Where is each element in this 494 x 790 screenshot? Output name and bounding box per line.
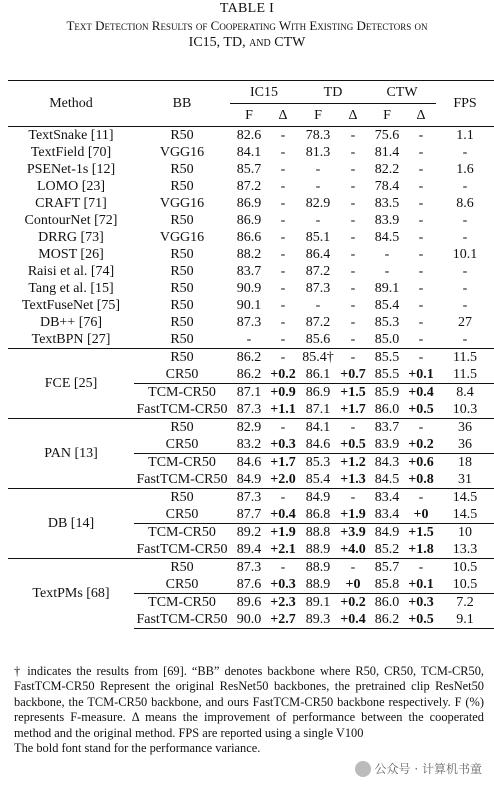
ctw-f-cell: 85.5 bbox=[368, 349, 406, 367]
ic15-d-cell: - bbox=[280, 281, 286, 296]
method-cell: TextFuseNet [75] bbox=[21, 298, 121, 313]
ctw-f-cell: 85.4 bbox=[374, 298, 400, 313]
wechat-icon bbox=[355, 761, 371, 777]
bb-cell: CR50 bbox=[165, 367, 199, 382]
td-d-cell: +1.2 bbox=[338, 454, 368, 472]
bb-cell: R50 bbox=[170, 264, 194, 279]
table-row bbox=[8, 349, 494, 367]
fps-cell: 14.5 bbox=[436, 489, 494, 507]
fps-cell: 14.5 bbox=[452, 507, 478, 522]
table-row bbox=[8, 263, 494, 280]
ctw-d-cell: +0.5 bbox=[408, 402, 434, 417]
ic15-d-cell: +0.3 bbox=[270, 577, 296, 592]
table-row bbox=[8, 212, 494, 229]
ic15-d-cell: - bbox=[280, 162, 286, 177]
bb-cell: VGG16 bbox=[159, 196, 205, 211]
header-delta: Δ bbox=[416, 107, 426, 123]
ic15-d-cell: - bbox=[280, 145, 286, 160]
fps-cell: 11.5 bbox=[453, 367, 477, 382]
ic15-f-cell: 87.7 bbox=[236, 507, 262, 522]
method-cell: Raisi et al. [74] bbox=[27, 264, 115, 279]
td-f-cell: 88.9 bbox=[298, 559, 338, 577]
fps-cell: 7.2 bbox=[436, 594, 494, 612]
table-row bbox=[8, 297, 494, 314]
ic15-d-cell: - bbox=[280, 298, 286, 313]
ic15-f-cell: 86.9 bbox=[236, 213, 262, 228]
fps-cell: - bbox=[462, 230, 468, 245]
ctw-d-cell: - bbox=[406, 127, 436, 145]
fps-cell: - bbox=[462, 145, 468, 160]
footnote-bold-note: The bold font stand for the performance variance. bbox=[14, 741, 261, 756]
fps-cell: 36 bbox=[458, 437, 472, 452]
td-f-cell: 82.9 bbox=[305, 196, 331, 211]
fps-cell: - bbox=[462, 264, 468, 279]
bb-cell: FastTCM-CR50 bbox=[136, 472, 228, 487]
bb-cell: R50 bbox=[170, 179, 194, 194]
ic15-d-cell: +1.9 bbox=[268, 524, 298, 542]
ic15-f-cell: 84.1 bbox=[236, 145, 262, 160]
table-row bbox=[8, 127, 494, 145]
table-row bbox=[8, 331, 494, 349]
method-cell: DRRG [73] bbox=[38, 230, 104, 245]
table-title-line2: IC15, TD, and CTW bbox=[188, 35, 306, 50]
ctw-d-cell: - bbox=[418, 230, 424, 245]
fps-cell: - bbox=[462, 332, 468, 347]
table-row bbox=[8, 178, 494, 195]
ic15-d-cell: - bbox=[268, 127, 298, 145]
fps-cell: 11.5 bbox=[436, 349, 494, 367]
td-d-cell: - bbox=[350, 179, 356, 194]
td-f-cell: 86.4 bbox=[305, 247, 331, 262]
td-d-cell: +0.4 bbox=[338, 611, 368, 629]
td-d-cell: +1.5 bbox=[338, 384, 368, 402]
ic15-d-cell: - bbox=[280, 264, 286, 279]
td-f-cell: - bbox=[315, 298, 321, 313]
td-f-cell: 86.9 bbox=[298, 384, 338, 402]
ctw-d-cell: - bbox=[418, 298, 424, 313]
ctw-d-cell: +0.4 bbox=[406, 384, 436, 402]
bb-cell: R50 bbox=[170, 247, 194, 262]
bb-cell: R50 bbox=[170, 213, 194, 228]
bb-cell: R50 bbox=[170, 298, 194, 313]
ctw-d-cell: - bbox=[406, 349, 436, 367]
group-method-cell: TextPMs [68] bbox=[8, 559, 134, 629]
table-label: TABLE I bbox=[219, 1, 275, 16]
method-cell: MOST [26] bbox=[38, 247, 104, 262]
ic15-f-cell: 87.3 bbox=[230, 559, 268, 577]
td-d-cell: - bbox=[350, 281, 356, 296]
td-d-cell: - bbox=[350, 332, 356, 347]
td-f-cell: 87.2 bbox=[305, 264, 331, 279]
method-cell: ContourNet [72] bbox=[24, 213, 118, 228]
td-f-cell: 78.3 bbox=[298, 127, 338, 145]
bb-cell: R50 bbox=[170, 162, 194, 177]
method-cell: TextField [70] bbox=[30, 145, 112, 160]
header-f: F bbox=[245, 107, 253, 123]
bb-cell: R50 bbox=[134, 489, 230, 507]
td-d-cell: - bbox=[350, 298, 356, 313]
fps-cell: 8.4 bbox=[436, 384, 494, 402]
ic15-f-cell: 86.6 bbox=[236, 230, 262, 245]
ic15-f-cell: 86.9 bbox=[236, 196, 262, 211]
ctw-d-cell: - bbox=[418, 315, 424, 330]
header-ic15: IC15 bbox=[230, 81, 298, 104]
ctw-d-cell: - bbox=[418, 179, 424, 194]
fps-cell: 31 bbox=[458, 472, 472, 487]
bb-cell: TCM-CR50 bbox=[134, 594, 230, 612]
td-f-cell: 86.8 bbox=[305, 507, 331, 522]
ic15-d-cell: - bbox=[268, 559, 298, 577]
ic15-d-cell: - bbox=[268, 419, 298, 437]
ic15-f-cell: 89.4 bbox=[236, 542, 262, 557]
ic15-f-cell: 84.6 bbox=[230, 454, 268, 472]
td-f-cell: 88.9 bbox=[305, 542, 331, 557]
ctw-d-cell: +0.2 bbox=[408, 437, 434, 452]
ic15-f-cell: 87.1 bbox=[230, 384, 268, 402]
fps-cell: 8.6 bbox=[456, 196, 474, 211]
td-f-cell: - bbox=[315, 162, 321, 177]
baseline-rows bbox=[8, 127, 494, 349]
ctw-f-cell: 86.0 bbox=[374, 402, 400, 417]
bb-cell: VGG16 bbox=[159, 230, 205, 245]
method-cell: PSENet-1s [12] bbox=[26, 162, 116, 177]
table-row bbox=[8, 195, 494, 212]
ic15-d-cell: +2.0 bbox=[270, 472, 296, 487]
td-d-cell: - bbox=[350, 162, 356, 177]
table-row bbox=[8, 314, 494, 331]
fps-cell: 36 bbox=[436, 419, 494, 437]
ic15-d-cell: +0.4 bbox=[270, 507, 296, 522]
watermark bbox=[355, 760, 482, 777]
td-d-cell: +0.5 bbox=[340, 437, 366, 452]
ctw-d-cell: +0.1 bbox=[408, 577, 434, 592]
ic15-d-cell: - bbox=[268, 489, 298, 507]
bb-cell: R50 bbox=[134, 127, 230, 145]
fps-cell: - bbox=[462, 281, 468, 296]
ctw-d-cell: - bbox=[418, 145, 424, 160]
ic15-f-cell: 90.0 bbox=[230, 611, 268, 629]
ic15-f-cell: 87.6 bbox=[236, 577, 262, 592]
ic15-f-cell: - bbox=[246, 332, 252, 347]
ctw-f-cell: 85.3 bbox=[374, 315, 400, 330]
td-d-cell: - bbox=[350, 213, 356, 228]
td-d-cell: - bbox=[338, 127, 368, 145]
td-f-cell: 85.6 bbox=[305, 332, 331, 347]
fps-cell: 10.3 bbox=[452, 402, 478, 417]
ic15-d-cell: - bbox=[280, 315, 286, 330]
ic15-d-cell: - bbox=[268, 349, 298, 367]
cooperation-rows bbox=[8, 349, 494, 629]
ctw-d-cell: - bbox=[406, 489, 436, 507]
bb-cell: VGG16 bbox=[159, 145, 205, 160]
td-d-cell: +1.9 bbox=[340, 507, 366, 522]
fps-cell: - bbox=[462, 213, 468, 228]
footnote-text: † indicates the results from [69]. “BB” denotes backbone where R50, CR50, TCM-CR50, FastTCM-CR50 Represent the original ResNet50 backbones, the pretrained clip ResNet50 backbone, the TCM-CR50 backbone, and ours FastTCM-CR50 backbone respectively. F (%) represents F-measure. Δ means the improvement of performance between the cooperated method and the original method. FPS are reported using a single V100 bbox=[14, 664, 484, 740]
table-caption bbox=[0, 0, 494, 51]
td-d-cell: - bbox=[338, 559, 368, 577]
bb-cell: CR50 bbox=[165, 577, 199, 592]
ctw-d-cell: - bbox=[406, 559, 436, 577]
header-bb: BB bbox=[134, 81, 230, 127]
ic15-f-cell: 87.2 bbox=[236, 179, 262, 194]
ic15-d-cell: - bbox=[280, 196, 286, 211]
results-table bbox=[8, 80, 494, 629]
td-f-cell: 85.4 bbox=[305, 472, 331, 487]
table-row bbox=[8, 161, 494, 178]
ic15-f-cell: 89.6 bbox=[230, 594, 268, 612]
td-f-cell: 87.1 bbox=[305, 402, 331, 417]
ic15-d-cell: +0.2 bbox=[270, 367, 296, 382]
ctw-f-cell: 85.5 bbox=[374, 367, 400, 382]
table-title-line1: Text Detection Results of Cooperating With Existing Detectors on bbox=[66, 18, 428, 33]
td-d-cell: - bbox=[350, 247, 356, 262]
method-cell: CRAFT [71] bbox=[35, 196, 107, 211]
ic15-f-cell: 87.3 bbox=[230, 489, 268, 507]
ic15-f-cell: 90.9 bbox=[236, 281, 262, 296]
ic15-f-cell: 90.1 bbox=[236, 298, 262, 313]
table-row bbox=[8, 246, 494, 263]
td-d-cell: +0 bbox=[345, 577, 361, 592]
table-row bbox=[8, 489, 494, 507]
watermark-text: 公众号 · 计算机书童 bbox=[374, 762, 482, 776]
ctw-d-cell: +0.3 bbox=[406, 594, 436, 612]
ctw-f-cell: 85.0 bbox=[374, 332, 400, 347]
ic15-f-cell: 85.7 bbox=[236, 162, 262, 177]
td-d-cell: - bbox=[350, 315, 356, 330]
td-f-cell: 81.3 bbox=[305, 145, 331, 160]
ic15-d-cell: - bbox=[280, 230, 286, 245]
header-f: F bbox=[314, 107, 322, 123]
td-d-cell: +4.0 bbox=[340, 542, 366, 557]
td-f-cell: - bbox=[315, 213, 321, 228]
ctw-f-cell: 85.7 bbox=[368, 559, 406, 577]
td-f-cell: 84.6 bbox=[305, 437, 331, 452]
header-ctw: CTW bbox=[368, 81, 436, 104]
ctw-f-cell: 84.3 bbox=[368, 454, 406, 472]
ctw-f-cell: 84.5 bbox=[374, 230, 400, 245]
fps-cell: 27 bbox=[458, 315, 472, 330]
ctw-d-cell: - bbox=[418, 264, 424, 279]
ic15-d-cell: +2.1 bbox=[270, 542, 296, 557]
fps-cell: 10.1 bbox=[452, 247, 478, 262]
ic15-d-cell: +2.3 bbox=[268, 594, 298, 612]
ic15-f-cell: 84.9 bbox=[236, 472, 262, 487]
ctw-f-cell: 85.9 bbox=[368, 384, 406, 402]
ctw-f-cell: 83.7 bbox=[368, 419, 406, 437]
ctw-d-cell: +0.5 bbox=[406, 611, 436, 629]
td-d-cell: +1.3 bbox=[340, 472, 366, 487]
ctw-d-cell: - bbox=[418, 281, 424, 296]
ic15-f-cell: 83.7 bbox=[236, 264, 262, 279]
ic15-d-cell: +0.3 bbox=[270, 437, 296, 452]
td-d-cell: +0.2 bbox=[338, 594, 368, 612]
td-d-cell: - bbox=[338, 349, 368, 367]
bb-cell: FastTCM-CR50 bbox=[136, 402, 228, 417]
table-row bbox=[8, 419, 494, 437]
ctw-f-cell: 86.0 bbox=[368, 594, 406, 612]
method-cell: LOMO [23] bbox=[36, 179, 106, 194]
ctw-d-cell: +0 bbox=[413, 507, 429, 522]
bb-cell: R50 bbox=[170, 332, 194, 347]
header-delta: Δ bbox=[348, 107, 358, 123]
ctw-d-cell: - bbox=[418, 162, 424, 177]
header-f: F bbox=[383, 107, 391, 123]
td-f-cell: - bbox=[315, 179, 321, 194]
bb-cell: CR50 bbox=[165, 437, 199, 452]
ctw-f-cell: 89.1 bbox=[374, 281, 400, 296]
ic15-d-cell: +1.7 bbox=[268, 454, 298, 472]
fps-cell: 18 bbox=[436, 454, 494, 472]
ctw-f-cell: 81.4 bbox=[374, 145, 400, 160]
ctw-f-cell: 83.5 bbox=[374, 196, 400, 211]
group-method-cell: PAN [13] bbox=[8, 419, 134, 489]
group-method-cell: FCE [25] bbox=[8, 349, 134, 419]
td-d-cell: - bbox=[338, 489, 368, 507]
ic15-d-cell: +0.9 bbox=[268, 384, 298, 402]
ic15-d-cell: - bbox=[280, 179, 286, 194]
ctw-f-cell: 75.6 bbox=[368, 127, 406, 145]
fps-cell: 10 bbox=[436, 524, 494, 542]
td-f-cell: 89.3 bbox=[298, 611, 338, 629]
header-td: TD bbox=[298, 81, 368, 104]
ctw-d-cell: +1.5 bbox=[406, 524, 436, 542]
bb-cell: R50 bbox=[134, 559, 230, 577]
ctw-d-cell: +0.6 bbox=[406, 454, 436, 472]
fps-cell: - bbox=[462, 179, 468, 194]
ctw-d-cell: - bbox=[418, 196, 424, 211]
td-d-cell: +0.7 bbox=[340, 367, 366, 382]
ctw-f-cell: - bbox=[384, 247, 390, 262]
ctw-f-cell: 83.9 bbox=[374, 213, 400, 228]
ctw-d-cell: +0.1 bbox=[408, 367, 434, 382]
td-f-cell: 85.3 bbox=[298, 454, 338, 472]
ctw-f-cell: 78.4 bbox=[374, 179, 400, 194]
bb-cell: TCM-CR50 bbox=[134, 524, 230, 542]
ic15-d-cell: +2.7 bbox=[268, 611, 298, 629]
ic15-f-cell: 88.2 bbox=[236, 247, 262, 262]
fps-cell: 9.1 bbox=[436, 611, 494, 629]
ctw-d-cell: +0.8 bbox=[408, 472, 434, 487]
fps-cell: 1.1 bbox=[436, 127, 494, 145]
table-row bbox=[8, 144, 494, 161]
td-d-cell: +3.9 bbox=[338, 524, 368, 542]
td-f-cell: 84.1 bbox=[298, 419, 338, 437]
bb-cell: CR50 bbox=[165, 507, 199, 522]
ctw-d-cell: - bbox=[418, 332, 424, 347]
ic15-d-cell: - bbox=[280, 213, 286, 228]
td-f-cell: 87.3 bbox=[305, 281, 331, 296]
td-d-cell: - bbox=[350, 145, 356, 160]
bb-cell: TCM-CR50 bbox=[134, 384, 230, 402]
td-f-cell: 84.9 bbox=[298, 489, 338, 507]
ctw-f-cell: 84.5 bbox=[374, 472, 400, 487]
ctw-f-cell: 85.2 bbox=[374, 542, 400, 557]
td-f-cell: 89.1 bbox=[298, 594, 338, 612]
bb-cell: R50 bbox=[170, 281, 194, 296]
td-f-cell: 88.8 bbox=[298, 524, 338, 542]
td-f-cell: 85.1 bbox=[305, 230, 331, 245]
header-fps: FPS bbox=[436, 81, 494, 127]
fps-cell: 1.6 bbox=[456, 162, 474, 177]
ctw-d-cell: - bbox=[418, 213, 424, 228]
ctw-f-cell: 83.4 bbox=[368, 489, 406, 507]
td-d-cell: - bbox=[350, 264, 356, 279]
ctw-d-cell: +1.8 bbox=[408, 542, 434, 557]
ctw-f-cell: 85.8 bbox=[374, 577, 400, 592]
table-footnote bbox=[14, 664, 484, 756]
bb-cell: TCM-CR50 bbox=[134, 454, 230, 472]
ic15-d-cell: - bbox=[280, 247, 286, 262]
table-row bbox=[8, 229, 494, 246]
ctw-f-cell: 83.9 bbox=[374, 437, 400, 452]
td-f-cell: 87.2 bbox=[305, 315, 331, 330]
ctw-d-cell: - bbox=[418, 247, 424, 262]
table-row bbox=[8, 280, 494, 297]
fps-cell: 10.5 bbox=[452, 577, 478, 592]
table-header bbox=[8, 81, 494, 127]
bb-cell: R50 bbox=[134, 419, 230, 437]
ctw-f-cell: 86.2 bbox=[368, 611, 406, 629]
td-d-cell: - bbox=[338, 419, 368, 437]
method-cell: TextBPN [27] bbox=[31, 332, 111, 347]
td-f-cell: 86.1 bbox=[305, 367, 331, 382]
fps-cell: 10.5 bbox=[436, 559, 494, 577]
ctw-f-cell: 82.2 bbox=[374, 162, 400, 177]
method-cell: Tang et al. [15] bbox=[28, 281, 114, 296]
td-d-cell: - bbox=[350, 196, 356, 211]
ic15-f-cell: 89.2 bbox=[230, 524, 268, 542]
header-delta: Δ bbox=[278, 107, 288, 123]
method-cell: TextSnake [11] bbox=[8, 127, 134, 145]
fps-cell: 13.3 bbox=[452, 542, 478, 557]
ctw-f-cell: 84.9 bbox=[368, 524, 406, 542]
ctw-f-cell: - bbox=[384, 264, 390, 279]
ctw-f-cell: 83.4 bbox=[374, 507, 400, 522]
bb-cell: FastTCM-CR50 bbox=[136, 542, 228, 557]
td-d-cell: +1.7 bbox=[340, 402, 366, 417]
ic15-f-cell: 83.2 bbox=[236, 437, 262, 452]
ic15-f-cell: 86.2 bbox=[236, 367, 262, 382]
ic15-d-cell: - bbox=[280, 332, 286, 347]
td-f-cell: 88.9 bbox=[305, 577, 331, 592]
table-row bbox=[8, 559, 494, 577]
ic15-f-cell: 87.3 bbox=[236, 315, 262, 330]
fps-cell: - bbox=[462, 298, 468, 313]
ctw-d-cell: - bbox=[406, 419, 436, 437]
ic15-f-cell: 86.2 bbox=[230, 349, 268, 367]
ic15-d-cell: +1.1 bbox=[270, 402, 296, 417]
bb-cell: R50 bbox=[134, 349, 230, 367]
ic15-f-cell: 82.6 bbox=[230, 127, 268, 145]
bb-cell: FastTCM-CR50 bbox=[134, 611, 230, 629]
ic15-f-cell: 82.9 bbox=[230, 419, 268, 437]
method-cell: DB++ [76] bbox=[39, 315, 103, 330]
td-f-cell: 85.4† bbox=[298, 349, 338, 367]
td-d-cell: - bbox=[350, 230, 356, 245]
group-method-cell: DB [14] bbox=[8, 489, 134, 559]
bb-cell: R50 bbox=[170, 315, 194, 330]
header-method: Method bbox=[8, 81, 134, 127]
ic15-f-cell: 87.3 bbox=[236, 402, 262, 417]
